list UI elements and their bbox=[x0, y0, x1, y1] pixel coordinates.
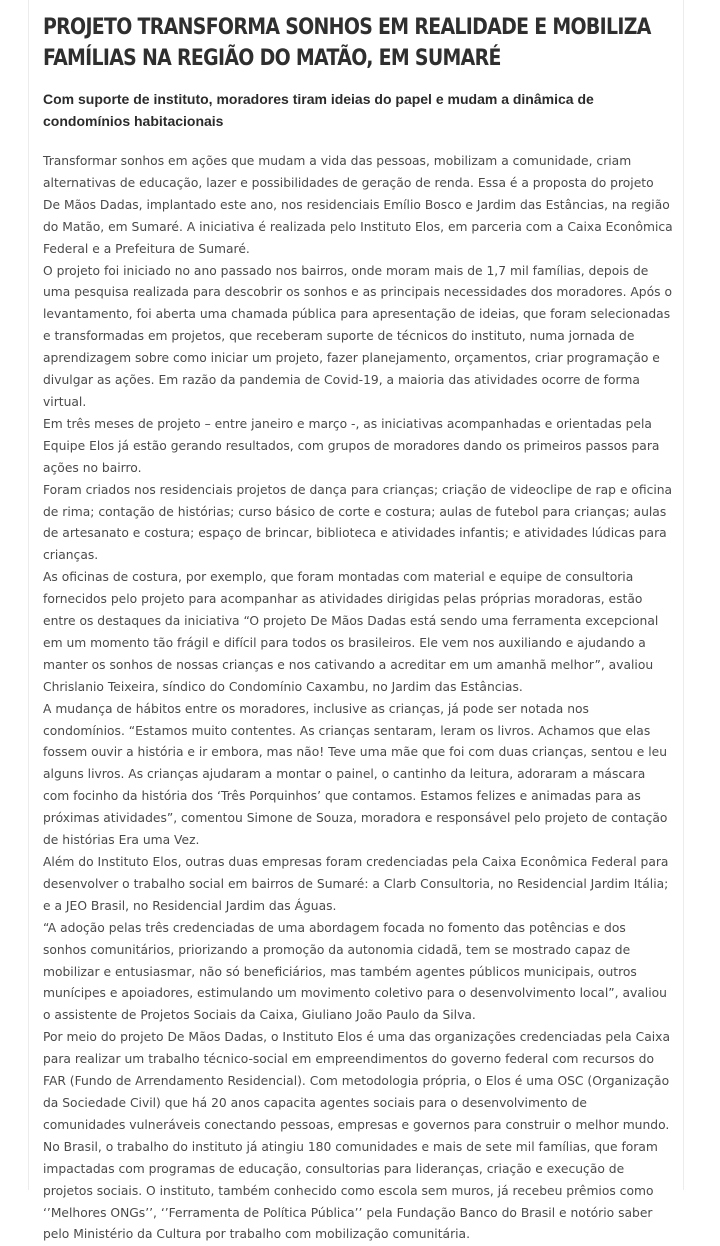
article-paragraph: Por meio do projeto De Mãos Dadas, o Instituto Elos é uma das organizações credenciadas pela Caixa para realizar um trabalho técnico-social em empreendimentos do governo federal com recursos do FAR (Fundo de Arrendamento Residencial). Com metodologia própria, o Elos é uma OSC (Organização da Sociedade Civil) que há 20 anos capacita agentes sociais para o desenvolvimento de comunidades vulneráveis conectando pessoas, empresas e governos para construir o melhor mundo. bbox=[43, 1030, 670, 1132]
article-paragraph: Em três meses de projeto – entre janeiro e março -, as iniciativas acompanhadas e orientadas pela Equipe Elos já estão gerando resultados, com grupos de moradores dando os primeiros passos para ações no bairro. bbox=[43, 416, 660, 475]
article-paragraph: Transformar sonhos em ações que mudam a vida das pessoas, mobilizam a comunidade, criam alternativas de educação, lazer e possibilidades de geração de renda. Essa é a proposta do projeto De Mãos Dadas, implantado este ano, nos residenciais Emílio Bosco e Jardim das Estâncias, na região do Matão, em Sumaré. A iniciativa é realizada pelo Instituto Elos, em parceria com a Caixa Econômica Federal e a Prefeitura de Sumaré. bbox=[43, 154, 673, 256]
article-paragraph: O projeto foi iniciado no ano passado nos bairros, onde moram mais de 1,7 mil famílias, depois de uma pesquisa realizada para descobrir os sonhos e as principais necessidades dos moradores. Após o levantamento, foi aberta uma chamada pública para apresentação de ideias, que foram selecionadas e transformadas em projetos, que receberam suporte de técnicos do instituto, numa jornada de aprendizagem sobre como iniciar um projeto, fazer planejamento, orçamentos, criar programação e divulgar as ações. Em razão da pandemia de Covid-19, a maioria das atividades ocorre de forma virtual. bbox=[43, 263, 672, 409]
article-body bbox=[43, 151, 673, 1246]
article-paragraph: As oficinas de costura, por exemplo, que foram montadas com material e equipe de consultoria fornecidos pelo projeto para acompanhar as atividades dirigidas pelas próprias moradoras, estão entre os destaques da iniciativa “O projeto De Mãos Dadas está sendo uma ferramenta excepcional em um momento tão frágil e difícil para todos os brasileiros. Ele vem nos auxiliando e ajudando a manter os sonhos de nossas crianças e nos cativando a acreditar em um amanhã melhor”, avaliou Chrislanio Teixeira, síndico do Condomínio Caxambu, no Jardim das Estâncias. bbox=[43, 570, 659, 694]
article-paragraph: Além do Instituto Elos, outras duas empresas foram credenciadas pela Caixa Econômica Federal para desenvolver o trabalho social em bairros de Sumaré: a Clarb Consultoria, no Residencial Jardim Itália; e a JEO Brasil, no Residencial Jardim das Águas. bbox=[43, 855, 669, 913]
article-subtitle: Com suporte de instituto, moradores tiram ideias do papel e mudam a dinâmica de condomínios habitacionais bbox=[43, 91, 594, 129]
article-paragraph: Foram criados nos residenciais projetos de dança para crianças; criação de videoclipe de rap e oficina de rima; contação de histórias; curso básico de corte e costura; aulas de futebol para crianças; aulas de artesanato e costura; espaço de brincar, biblioteca e atividades infantis; e atividades lúdicas para crianças. bbox=[43, 482, 673, 563]
article-paragraph: No Brasil, o trabalho do instituto já atingiu 180 comunidades e mais de sete mil famílias, que foram impactadas com programas de educação, consultorias para lideranças, criação e execução de projetos sociais. O instituto, também conhecido como escola sem muros, já recebeu prêmios como ‘’Melhores ONGs’’, ‘’Ferramenta de Política Pública’’ pela Fundação Banco do Brasil e notório saber pelo Ministério da Cultura por trabalho com mobilização comunitária. bbox=[43, 1139, 658, 1242]
article-paragraph: A mudança de hábitos entre os moradores, inclusive as crianças, já pode ser notada nos condomínios. “Estamos muito contentes. As crianças sentaram, leram os livros. Achamos que elas fossem ouvir a história e ir embora, mas não! Teve uma mãe que foi com duas crianças, sentou e leu alguns livros. As crianças ajudaram a montar o painel, o cantinho da leitura, adoraram a máscara com focinho da história dos ‘Três Porquinhos’ que contamos. Estamos felizes e animadas para as próximas atividades”, comentou Simone de Souza, moradora e responsável pelo projeto de contação de histórias Era uma Vez. bbox=[43, 701, 668, 848]
article-paragraph: “A adoção pelas três credenciadas de uma abordagem focada no fomento das potências e dos sonhos comunitários, priorizando a promoção da autonomia cidadã, tem se mostrado capaz de mobilizar e entusiasmar, não só beneficiários, mas também agentes públicos municipais, outros munícipes e apoiadores, estimulando um movimento coletivo para o desenvolvimento local”, avaliou o assistente de Projetos Sociais da Caixa, Giuliano João Paulo da Silva. bbox=[43, 920, 667, 1023]
article-title: PROJETO TRANSFORMA SONHOS EM REALIDADE E MOBILIZA FAMÍLIAS NA REGIÃO DO MATÃO, EM SUMARÉ bbox=[43, 15, 651, 71]
